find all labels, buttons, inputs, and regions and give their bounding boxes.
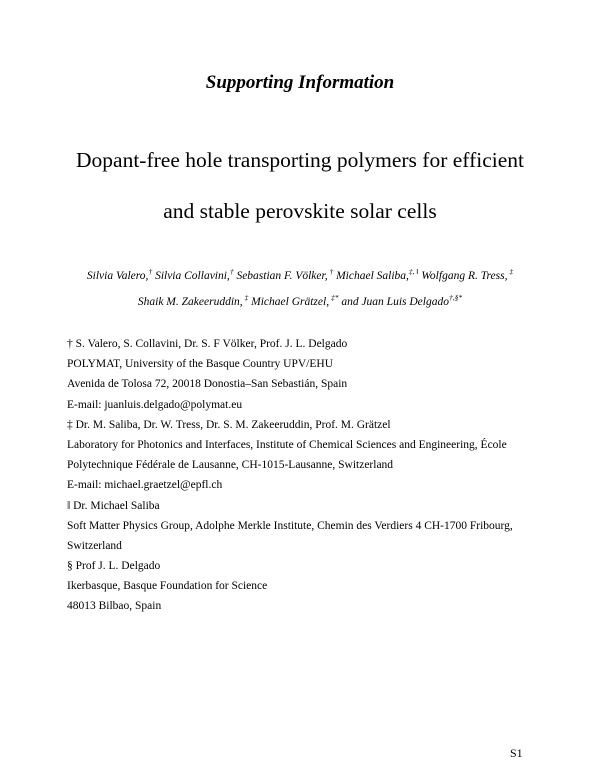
affiliation-line: POLYMAT, University of the Basque Country UPV/EHU bbox=[67, 358, 333, 371]
author-name: Sebastian F. Völker, bbox=[236, 270, 328, 282]
author-name: Shaik M. Zakeeruddin, bbox=[137, 296, 243, 308]
affiliation-line: Ikerbasque, Basque Foundation for Science bbox=[67, 580, 268, 593]
affiliation-email: E-mail: michael.graetzel@epfl.ch bbox=[67, 479, 223, 492]
supporting-information-heading: Supporting Information bbox=[205, 72, 395, 93]
author-name: Wolfgang R. Tress, bbox=[421, 270, 508, 282]
author-name: Silvia Valero, bbox=[86, 270, 149, 282]
author-name: Michael Saliba, bbox=[336, 270, 409, 282]
author-affiliation-mark: ‡ bbox=[242, 293, 249, 302]
affiliation-line: § Prof J. L. Delgado bbox=[67, 560, 161, 573]
author-affiliation-mark: † bbox=[229, 267, 234, 276]
affiliation-line: Avenida de Tolosa 72, 20018 Donostia–San Sebastián, Spain bbox=[67, 378, 348, 391]
affiliation-line: Switzerland bbox=[67, 539, 122, 552]
affiliation-line: Soft Matter Physics Group, Adolphe Merkle Institute, Chemin des Verdiers 4 CH-1700 Fribourg, bbox=[67, 519, 513, 532]
author-name: Michael Grätzel, bbox=[251, 296, 330, 308]
affiliation-line: Laboratory for Photonics and Interfaces, Institute of Chemical Sciences and Engineering, École bbox=[67, 438, 507, 451]
affiliation-line: ǁ Dr. Michael Saliba bbox=[67, 499, 160, 512]
author-affiliation-mark: † bbox=[148, 267, 153, 276]
author-affiliation-mark: ‡ bbox=[507, 267, 514, 276]
affiliation-line: 48013 Bilbao, Spain bbox=[67, 600, 162, 613]
affiliation-email: E-mail: juanluis.delgado@polymat.eu bbox=[67, 398, 243, 411]
author-list-line-2 bbox=[0, 293, 600, 308]
author-affiliation-mark: ‡, ǁ bbox=[408, 267, 419, 276]
affiliation-line: † S. Valero, S. Collavini, Dr. S. F Völker, Prof. J. L. Delgado bbox=[67, 338, 348, 350]
affiliations-block bbox=[67, 334, 537, 617]
author-list-line-1 bbox=[0, 267, 600, 282]
author-affiliation-mark: ‡* bbox=[329, 293, 339, 302]
paper-title-line-2: and stable perovskite solar cells bbox=[163, 199, 437, 223]
author-name: Silvia Collavini, bbox=[155, 270, 230, 282]
affiliation-line: ‡ Dr. M. Saliba, Dr. W. Tress, Dr. S. M. Zakeeruddin, Prof. M. Grätzel bbox=[67, 418, 391, 431]
author-affiliation-mark: † bbox=[327, 267, 334, 276]
author-name: and Juan Luis Delgado bbox=[341, 296, 449, 308]
author-affiliation-mark: †,§* bbox=[448, 293, 463, 302]
paper-title-line-1: Dopant-free hole transporting polymers for efficient bbox=[76, 148, 524, 172]
affiliation-line: Polytechnique Fédérale de Lausanne, CH-1015-Lausanne, Switzerland bbox=[67, 459, 394, 472]
page-number: S1 bbox=[510, 746, 523, 760]
